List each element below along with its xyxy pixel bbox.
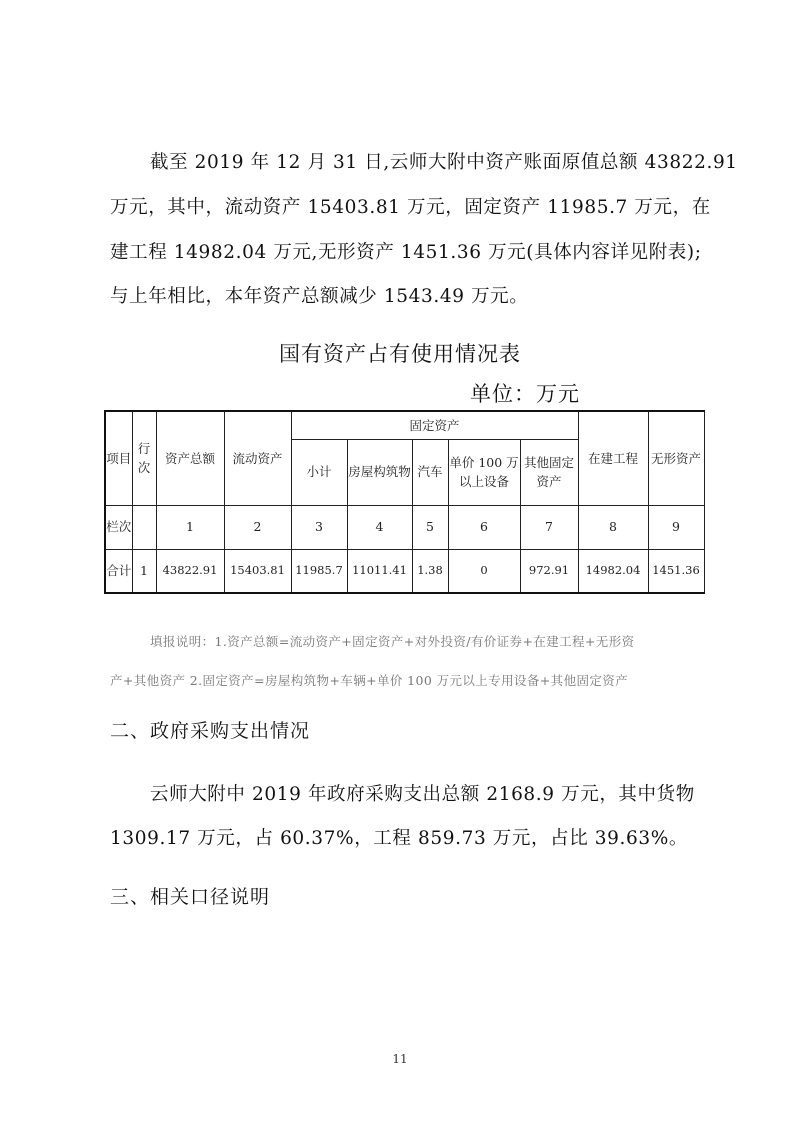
header-current-assets: 流动资产: [224, 411, 291, 505]
header-vehicle: 汽车: [412, 439, 448, 505]
note-line-1: 填报说明：1.资产总额=流动资产+固定资产+对外投资/有价证券+在建工程+无形资: [150, 634, 635, 649]
total-cell: 11985.7: [291, 549, 347, 593]
column-number-row: [105, 505, 704, 549]
column-number-cell: 2: [224, 505, 291, 549]
note-line-2: 产+其他资产 2.固定资产=房屋构筑物+车辆+单价 100 万元以上专用设备+其他固定资产: [110, 673, 629, 688]
intro-line-4: 与上年相比，本年资产总额减少 1543.49 万元。: [110, 286, 529, 307]
section-2-line-2: 1309.17 万元，占 60.37%，工程 859.73 万元，占比 39.63%。: [110, 828, 689, 849]
total-cell: 43822.91: [156, 549, 224, 593]
total-cell: 11011.41: [347, 549, 412, 593]
total-cell: 14982.04: [578, 549, 648, 593]
column-number-cell: 4: [347, 505, 412, 549]
intro-line-3: 建工程 14982.04 万元,无形资产 1451.36 万元(具体内容详见附表);: [110, 242, 702, 263]
header-equipment: 单价 100 万以上设备: [448, 439, 520, 505]
header-construction: 在建工程: [578, 411, 648, 505]
header-subtotal: 小计: [291, 439, 347, 505]
column-number-cell: 6: [448, 505, 520, 549]
column-number-cell: 9: [648, 505, 704, 549]
total-cell: 15403.81: [224, 549, 291, 593]
column-number-cell: 7: [520, 505, 578, 549]
total-row: [105, 549, 704, 593]
column-number-label: 栏次: [105, 505, 132, 549]
section-3-heading: 三、相关口径说明: [110, 886, 271, 908]
total-cell: 972.91: [520, 549, 578, 593]
header-row-no: 行次: [132, 411, 156, 505]
intro-line-1: 截至 2019 年 12 月 31 日,云师大附中资产账面原值总额 43822.91: [150, 152, 738, 173]
header-fixed-assets-group: 固定资产: [291, 411, 578, 439]
unit-label: 单位：万元: [470, 382, 580, 406]
column-number-cell: 1: [156, 505, 224, 549]
column-number-cell: 3: [291, 505, 347, 549]
header-other-fixed: 其他固定资产: [520, 439, 578, 505]
table-title: 国有资产占有使用情况表: [279, 342, 521, 366]
column-number-blank: [132, 505, 156, 549]
column-number-cell: 8: [578, 505, 648, 549]
total-cell: 1.38: [412, 549, 448, 593]
column-number-cell: 5: [412, 505, 448, 549]
assets-table: [104, 410, 705, 594]
section-2-heading: 二、政府采购支出情况: [110, 720, 311, 742]
intro-line-2: 万元，其中，流动资产 15403.81 万元，固定资产 11985.7 万元，在: [110, 197, 711, 218]
header-buildings: 房屋构筑物: [347, 439, 412, 505]
header-total-assets: 资产总额: [156, 411, 224, 505]
total-row-label: 合计: [105, 549, 132, 593]
page-number: 11: [392, 1052, 408, 1066]
header-intangible: 无形资产: [648, 411, 704, 505]
total-row-no: 1: [132, 549, 156, 593]
header-item: 项目: [105, 411, 132, 505]
section-2-line-1: 云师大附中 2019 年政府采购支出总额 2168.9 万元，其中货物: [150, 784, 695, 805]
total-cell: 0: [448, 549, 520, 593]
total-cell: 1451.36: [648, 549, 704, 593]
